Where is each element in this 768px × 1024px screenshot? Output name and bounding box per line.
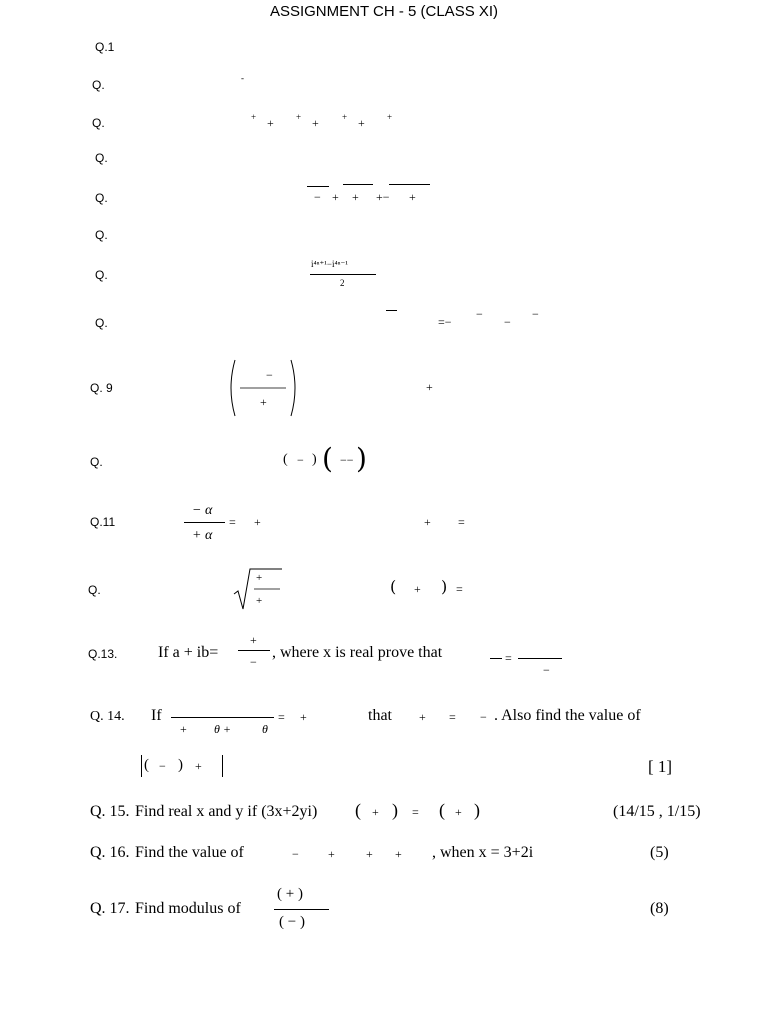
q17-fraction-bar <box>274 909 329 910</box>
q14-right-bracket <box>222 755 224 777</box>
q16-frag: + <box>395 847 402 861</box>
q12-label: Q. <box>88 583 101 597</box>
q5-overline <box>343 184 373 185</box>
q5-frag: +− <box>376 190 390 204</box>
q13-text-b: , where x is real prove that <box>272 644 443 661</box>
q5-overline <box>307 186 329 187</box>
q14-text-that: that <box>368 707 392 724</box>
q2-label: Q. <box>92 78 105 92</box>
q3-frag: + <box>296 112 302 122</box>
q7-fraction-bar <box>310 274 376 275</box>
q15-label: Q. 15. <box>90 803 130 820</box>
q13-frag: = <box>505 651 512 665</box>
q14-expr-frag: ( <box>144 757 149 773</box>
q13-frag: + <box>250 633 257 647</box>
q13-short-bar <box>490 658 502 659</box>
q14-fraction-bar <box>171 717 274 718</box>
q17-numerator: ( + ) <box>277 886 303 902</box>
q17-text: Find modulus of <box>135 900 241 917</box>
q14-expr-frag: − <box>159 759 166 773</box>
q11-label: Q.11 <box>90 515 116 529</box>
q8-frag: − <box>532 307 539 321</box>
q16-frag: + <box>328 847 335 861</box>
q10-frag: ) <box>356 442 367 475</box>
q8-frag: =− <box>438 315 452 329</box>
q12-frag: + <box>256 572 263 584</box>
q14-expr-frag: + <box>195 759 202 773</box>
q3-frag: + <box>358 116 365 130</box>
q14-marks: [ 1] <box>648 757 673 776</box>
q14-frag: + <box>419 710 426 724</box>
q7-label: Q. <box>95 268 108 282</box>
q4-label: Q. <box>95 151 108 165</box>
q10-frag: ( <box>283 452 288 467</box>
q17-answer: (8) <box>650 900 669 917</box>
q15-frag: ) <box>392 800 398 820</box>
q7-denominator: 2 <box>340 278 345 288</box>
q14-label: Q. 14. <box>90 709 125 724</box>
q15-frag: = <box>412 805 419 819</box>
q3-label: Q. <box>92 116 105 130</box>
q13-text-a: If a + ib= <box>158 644 219 661</box>
q10-label: Q. <box>90 455 103 469</box>
q8-frag: − <box>504 315 511 329</box>
q11-frag: = <box>229 515 236 529</box>
q14-den-frag: θ <box>262 722 268 736</box>
q10-frag: ( <box>322 442 333 475</box>
q5-frag: − <box>314 190 321 204</box>
q3-frag: + <box>312 116 319 130</box>
q9-frag: − <box>266 368 273 382</box>
q14-den-frag: θ + <box>214 722 231 736</box>
q15-frag: + <box>372 805 379 819</box>
q9-label: Q. 9 <box>90 381 113 395</box>
q12-frag: ( <box>390 577 397 596</box>
page-title: ASSIGNMENT CH - 5 (CLASS XI) <box>269 3 499 20</box>
q8-label: Q. <box>95 316 108 330</box>
q10-frag: ) <box>312 452 317 467</box>
q12-frag: + <box>256 595 263 607</box>
q5-frag: + <box>332 190 339 204</box>
q14-text-if: If <box>151 707 162 724</box>
q14-left-bracket <box>141 755 143 777</box>
q3-frag: + <box>342 112 348 122</box>
q15-answer: (14/15 , 1/15) <box>613 803 701 820</box>
q3-frag: + <box>267 116 274 130</box>
q13-fraction-bar <box>238 650 270 651</box>
q11-frag: + <box>254 515 261 529</box>
q13-long-bar <box>518 658 562 659</box>
q15-frag: ( <box>355 800 361 820</box>
q11-denominator: + α <box>192 528 213 543</box>
q9-frag: + <box>426 380 433 394</box>
q14-frag: = <box>449 710 456 724</box>
q16-text: Find the value of <box>135 844 244 861</box>
q9-frag: + <box>260 395 267 409</box>
q17-label: Q. 17. <box>90 900 130 917</box>
q1-label: Q.1 <box>95 40 115 54</box>
q11-fraction-bar <box>184 522 225 523</box>
q10-frag: − <box>297 453 304 467</box>
q14-den-frag: + <box>180 722 187 736</box>
q15-frag: ) <box>474 800 480 820</box>
q14-expr-frag: ) <box>178 757 183 773</box>
q8-frag: − <box>476 307 483 321</box>
q17-denominator: ( − ) <box>279 914 305 930</box>
q13-label: Q.13. <box>88 647 118 661</box>
q3-frag: + <box>387 112 393 122</box>
q13-frag: − <box>250 655 257 669</box>
q15-text: Find real x and y if (3x+2yi) <box>135 803 318 820</box>
q11-numerator: − α <box>192 503 213 518</box>
q11-frag: = <box>458 515 465 529</box>
q8-dash <box>386 310 397 311</box>
q16-frag: + <box>366 847 373 861</box>
q16-frag: − <box>292 847 299 861</box>
q11-frag: + <box>424 515 431 529</box>
q14-frag: + <box>300 710 307 724</box>
q16-tail: , when x = 3+2i <box>432 844 534 861</box>
q5-frag: + <box>409 190 416 204</box>
q12-frag: ) <box>441 577 448 596</box>
q16-label: Q. 16. <box>90 844 130 861</box>
q14-frag: = <box>278 710 285 724</box>
q12-frag: = <box>456 582 463 596</box>
q10-frag: −− <box>340 453 354 467</box>
q13-frag: − <box>543 663 550 677</box>
q5-frag: + <box>352 190 359 204</box>
q14-text-tail: . Also find the value of <box>494 707 641 724</box>
q15-frag: + <box>455 805 462 819</box>
q15-frag: ( <box>439 800 445 820</box>
q6-label: Q. <box>95 228 108 242</box>
q12-frag: + <box>414 582 421 596</box>
q7-numerator: i⁴ⁿ⁺¹−i⁴ⁿ⁻¹ <box>311 259 348 269</box>
q16-answer: (5) <box>650 844 669 861</box>
q2-fragment: - <box>241 73 244 83</box>
q14-frag: − <box>480 710 487 724</box>
q5-label: Q. <box>95 191 108 205</box>
q5-overline <box>389 184 430 185</box>
q3-frag: + <box>251 112 257 122</box>
